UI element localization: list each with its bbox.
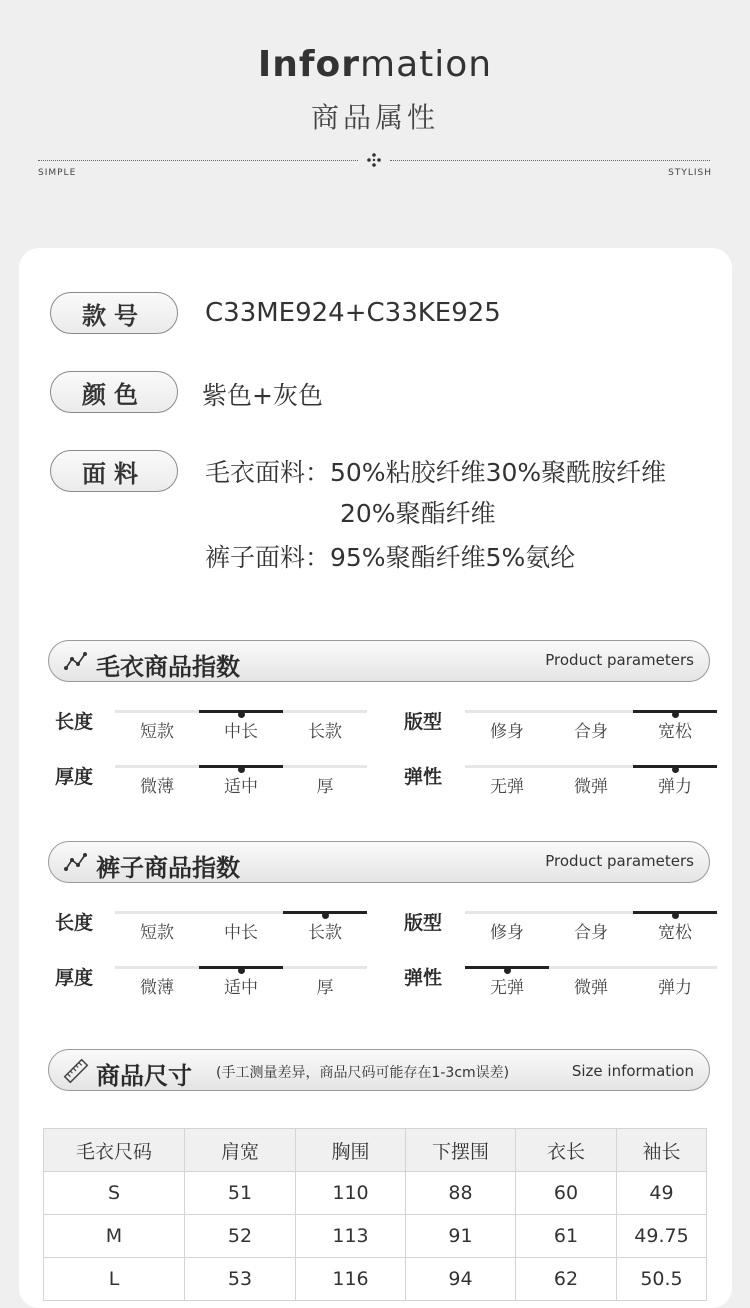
sweater-index-title: 毛衣商品指数 [96, 653, 240, 681]
sweater-param-option: 适中 [224, 777, 258, 797]
table-cell: 94 [406, 1258, 516, 1301]
sweater-param-option: 短款 [140, 722, 174, 742]
pants-param-label: 长度 [55, 912, 94, 934]
page-subtitle: 商品属性 [310, 101, 439, 134]
table-cell: 49 [617, 1172, 707, 1215]
pants-param-option: 短款 [140, 923, 174, 943]
sweater-param-label: 版型 [404, 711, 443, 733]
pants-index-title: 裤子商品指数 [96, 854, 240, 882]
table-cell: L [44, 1258, 185, 1301]
table-header-cell: 肩宽 [185, 1129, 296, 1172]
pants-param-option: 无弹 [490, 978, 524, 998]
table-cell: 116 [296, 1258, 406, 1301]
style-number-label: 款号 [50, 292, 178, 334]
table-cell: 50.5 [617, 1258, 707, 1301]
table-cell: S [44, 1172, 185, 1215]
table-header-cell: 胸围 [296, 1129, 406, 1172]
size-info-title: 商品尺寸 [96, 1062, 192, 1090]
table-cell: 61 [516, 1215, 617, 1258]
fabric-label: 面料 [50, 450, 178, 492]
sweater-fabric-value: 毛衣面料：50%粘胶纤维30%聚酰胺纤维 [205, 458, 667, 487]
table-cell: M [44, 1215, 185, 1258]
table-cell: 53 [185, 1258, 296, 1301]
table-header-cell: 袖长 [617, 1129, 707, 1172]
style-number-value: C33ME924+C33KE925 [205, 298, 501, 328]
pants-param-option: 修身 [490, 923, 524, 943]
pants-param-label: 厚度 [55, 967, 94, 989]
sweater-param-label: 厚度 [55, 766, 94, 788]
table-header-cell: 下摆围 [406, 1129, 516, 1172]
table-cell: 51 [185, 1172, 296, 1215]
table-header-cell: 毛衣尺码 [44, 1129, 185, 1172]
table-cell: 91 [406, 1215, 516, 1258]
color-label: 颜色 [50, 371, 178, 413]
sweater-fabric-value-cont: 20%聚酯纤维 [340, 499, 496, 528]
table-header-row [44, 1129, 707, 1172]
pants-index-subtitle: Product parameters [545, 852, 694, 870]
sweater-param-label: 弹性 [404, 766, 443, 788]
table-cell: 60 [516, 1172, 617, 1215]
pants-param-option: 长款 [308, 923, 342, 943]
page-title: Information [257, 44, 493, 85]
ruler-icon [62, 1057, 90, 1085]
table-cell: 88 [406, 1172, 516, 1215]
pants-param-option: 宽松 [658, 923, 692, 943]
sweater-param-option: 长款 [308, 722, 342, 742]
trend-line-icon [64, 852, 88, 872]
sweater-param-label: 长度 [55, 711, 94, 733]
trend-line-icon [64, 651, 88, 671]
color-value: 紫色+灰色 [202, 381, 323, 410]
table-row [44, 1172, 707, 1215]
pants-param-option: 厚 [316, 978, 334, 998]
size-table [43, 1128, 707, 1301]
table-cell: 110 [296, 1172, 406, 1215]
table-row [44, 1258, 707, 1301]
divider-right [390, 160, 710, 161]
sweater-index-subtitle: Product parameters [545, 651, 694, 669]
pants-param-option: 微薄 [140, 978, 174, 998]
table-header-cell: 衣长 [516, 1129, 617, 1172]
sweater-param-option: 无弹 [490, 777, 524, 797]
pants-param-option: 适中 [224, 978, 258, 998]
size-info-subtitle: Size information [571, 1062, 694, 1080]
size-info-note: (手工测量差异，商品尺码可能存在1-3cm误差) [216, 1065, 510, 1081]
sweater-param-option: 合身 [574, 722, 608, 742]
table-cell: 62 [516, 1258, 617, 1301]
table-row [44, 1215, 707, 1258]
sweater-param-option: 厚 [316, 777, 334, 797]
table-cell: 49.75 [617, 1215, 707, 1258]
simple-tag: SIMPLE [38, 168, 77, 178]
stylish-tag: STYLISH [668, 168, 712, 178]
pants-fabric-value: 裤子面料：95%聚酯纤维5%氨纶 [205, 543, 576, 572]
pants-param-label: 弹性 [404, 967, 443, 989]
diamond-ornament-icon [366, 152, 382, 168]
pants-param-option: 微弹 [574, 978, 608, 998]
pants-param-label: 版型 [404, 912, 443, 934]
pants-param-option: 合身 [574, 923, 608, 943]
table-cell: 113 [296, 1215, 406, 1258]
sweater-param-option: 弹力 [658, 777, 692, 797]
sweater-param-option: 修身 [490, 722, 524, 742]
table-cell: 52 [185, 1215, 296, 1258]
pants-param-option: 中长 [224, 923, 258, 943]
pants-param-option: 弹力 [658, 978, 692, 998]
sweater-param-option: 中长 [224, 722, 258, 742]
sweater-param-option: 微薄 [140, 777, 174, 797]
divider-left [38, 160, 358, 161]
sweater-param-option: 宽松 [658, 722, 692, 742]
sweater-param-option: 微弹 [574, 777, 608, 797]
